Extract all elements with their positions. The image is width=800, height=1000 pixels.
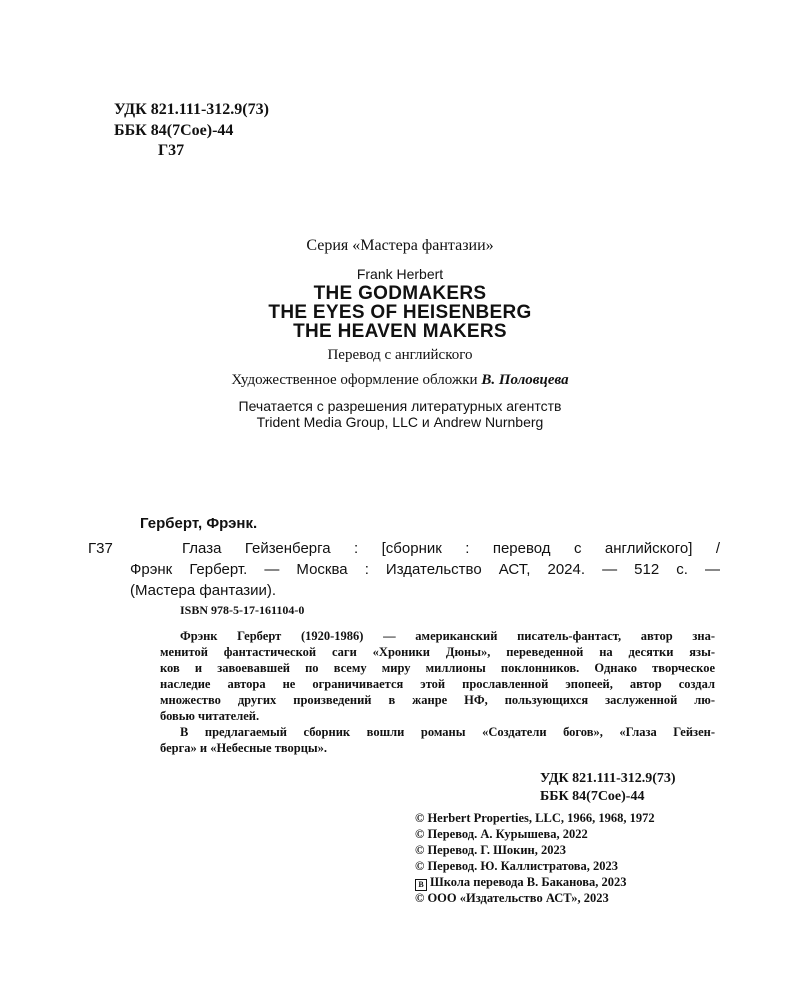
copyright-3: © Перевод. Г. Шокин, 2023 <box>415 843 566 857</box>
permission-line-2: Trident Media Group, LLC и Andrew Nurnberg <box>256 414 544 430</box>
annotation-line-5: множество других произведений в жанре НФ, пользующихся заслуженной лю- <box>160 693 715 707</box>
translated-from: Перевод с английского <box>327 347 473 363</box>
annotation-line-8: берга» и «Небесные творцы». <box>160 741 328 755</box>
copyright-4: © Перевод. Ю. Каллистратова, 2023 <box>415 859 619 873</box>
copyright-5-text: Школа перевода В. Баканова, 2023 <box>430 875 627 889</box>
bib-code: Г37 <box>88 540 113 557</box>
annotation-line-7: В предлагаемый сборник вошли романы «Создатели богов», «Глаза Гейзен- <box>180 725 715 739</box>
cover-design <box>0 370 800 390</box>
annotation-line-2: менитой фантастической саги «Хроники Дюны», переведенной на десятки язы- <box>160 645 715 659</box>
author-sign: Г37 <box>158 142 185 159</box>
copyright-2: © Перевод. А. Курышева, 2022 <box>415 827 588 841</box>
bib-line-2: Фрэнк Герберт. — Москва : Издательство АСТ, 2024. — 512 с. — <box>130 561 720 578</box>
original-author: Frank Herbert <box>356 266 444 282</box>
copyright-5 <box>415 874 627 891</box>
translation-school-logo-icon: В <box>415 879 427 891</box>
annotation-line-1: Фрэнк Герберт (1920-1986) — американский писатель-фантаст, автор зна- <box>180 629 715 643</box>
original-title-2: THE EYES OF HEISENBERG <box>268 302 532 323</box>
bib-line-3: (Мастера фантазии). <box>130 582 277 599</box>
annotation-line-3: ков и завоевавшей по всему миру миллионы поклонников. Однако творческое <box>160 661 715 675</box>
bib-line-1: Глаза Гейзенберга : [сборник : перевод с английского] / <box>182 540 720 557</box>
cover-design-artist: В. Половцева <box>481 372 569 388</box>
original-title-3: THE HEAVEN MAKERS <box>293 321 507 342</box>
annotation-line-6: бовью читателей. <box>160 709 260 723</box>
isbn: ISBN 978-5-17-161104-0 <box>180 603 305 617</box>
original-title-1: THE GODMAKERS <box>313 283 487 304</box>
cover-design-label: Художественное оформление обложки <box>231 372 478 388</box>
udk-code: УДК 821.111-312.9(73) <box>114 101 269 118</box>
annotation-line-4: наследие автора не ограничивается этой прославленной эпопеей, автор создал <box>160 677 715 691</box>
copyright-1: © Herbert Properties, LLC, 1966, 1968, 1972 <box>415 811 655 825</box>
bib-author: Герберт, Фрэнк. <box>140 515 258 532</box>
series-title: Серия «Мастера фантазии» <box>306 237 494 254</box>
udk-code-repeat: УДК 821.111-312.9(73) <box>540 771 676 786</box>
bbk-code-repeat: ББК 84(7Сое)-44 <box>540 789 645 804</box>
permission-line-1: Печатается с разрешения литературных агентств <box>238 398 562 414</box>
copyright-6: © ООО «Издательство АСТ», 2023 <box>415 891 609 905</box>
bbk-code: ББК 84(7Сое)-44 <box>114 122 234 139</box>
